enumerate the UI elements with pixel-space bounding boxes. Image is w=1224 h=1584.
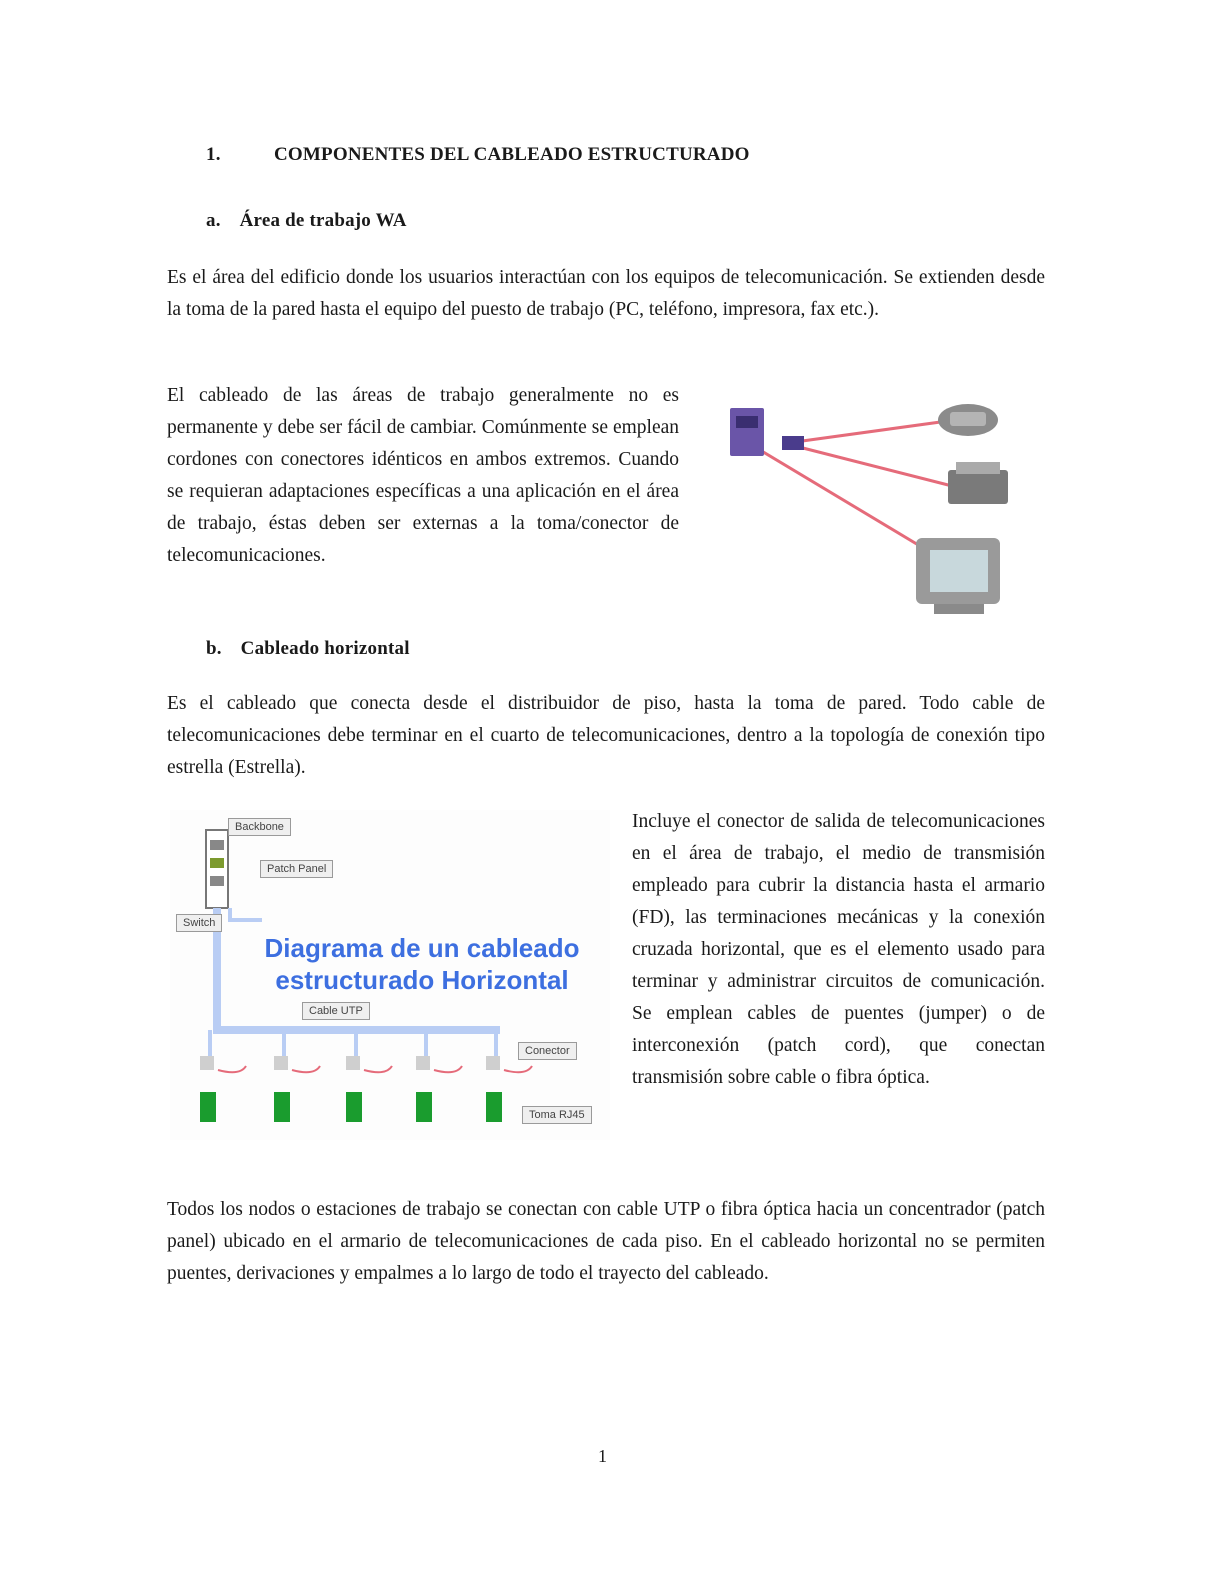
wall-outlet-icon xyxy=(730,408,804,456)
outlet-icon xyxy=(486,1056,502,1122)
cable-line xyxy=(760,450,935,555)
outlet-icon xyxy=(346,1056,362,1122)
section-title: COMPONENTES DEL CABLEADO ESTRUCTURADO xyxy=(274,144,750,165)
subsection-a-title: Área de trabajo WA xyxy=(239,210,407,231)
cable-line xyxy=(795,446,960,488)
paragraph-work-area-cabling: El cableado de las áreas de trabajo generalmente no es permanente y debe ser fácil de cambiar. Comúnmente se emplean cordones con conectores idénticos en ambos extremos. Cuando se requieran adaptaciones específicas a una aplicación en el área de trabajo, éstas deben ser externas a la toma/conector de telecomunicaciones. xyxy=(167,385,679,566)
subsection-b-heading xyxy=(206,638,410,660)
work-area-illustration xyxy=(720,390,1030,625)
link-line xyxy=(230,908,262,920)
diagram-title: Diagrama de un cableado estructurado Horizontal xyxy=(264,933,580,995)
diagram-label-switch: Switch xyxy=(176,914,222,932)
section-heading xyxy=(206,144,221,166)
patch-cord-lines xyxy=(218,1066,532,1072)
subsection-a-heading xyxy=(206,210,407,232)
telephone-icon xyxy=(938,404,998,436)
printer-icon xyxy=(948,462,1008,504)
outlet-icon xyxy=(274,1056,290,1122)
monitor-icon xyxy=(916,538,1000,614)
page-number: 1 xyxy=(598,1446,607,1466)
paragraph-horizontal-components: Incluye el conector de salida de telecomunicaciones en el área de trabajo, el medio de transmisión empleado para cubrir la distancia hasta el armario (FD), las terminaciones mecánicas y la conexión cruzada horizontal, que es el elemento usado para terminar y administrar circuitos de comunicación. Se emplean cables de puentes (jumper) o de interconexión (patch cord), que conectan transmisión sobre cable o fibra óptica. xyxy=(632,811,1045,1088)
subsection-a-marker: a. xyxy=(206,210,221,231)
horizontal-cabling-figure xyxy=(170,810,610,1140)
paragraph-horizontal-nodes: Todos los nodos o estaciones de trabajo se conectan con cable UTP o fibra óptica hacia un concentrador (patch panel) ubicado en el armario de telecomunicaciones de cada piso. En el cableado horizontal no se permiten puentes, derivaciones y empalmes a lo largo de todo el trayecto del cableado. xyxy=(167,1199,1045,1284)
work-area-figure xyxy=(720,390,1030,625)
diagram-label-conector: Conector xyxy=(518,1042,577,1060)
subsection-b-title: Cableado horizontal xyxy=(240,638,410,659)
paragraph-horizontal-intro: Es el cableado que conecta desde el distribuidor de piso, hasta la toma de pared. Todo cable de telecomunicaciones debe terminar en el cuarto de telecomunicaciones, dentro a la topología de conexión tipo estrella (Estrella). xyxy=(167,693,1045,778)
subsection-b-marker: b. xyxy=(206,638,222,659)
paragraph-work-area-intro: Es el área del edificio donde los usuarios interactúan con los equipos de telecomunicación. Se extienden desde la toma de la pared hasta el equipo del puesto de trabajo (PC, teléfono, impresora, fax etc.). xyxy=(167,267,1045,320)
outlet-icon xyxy=(416,1056,432,1122)
diagram-label-cable-utp: Cable UTP xyxy=(302,1002,370,1020)
rack-icon xyxy=(206,830,228,908)
diagram-label-toma: Toma RJ45 xyxy=(522,1106,592,1124)
cable-line xyxy=(795,420,955,442)
diagram-label-patch-panel: Patch Panel xyxy=(260,860,333,878)
outlet-icon xyxy=(200,1056,216,1122)
section-number: 1. xyxy=(206,144,221,165)
diagram-label-backbone: Backbone xyxy=(228,818,291,836)
